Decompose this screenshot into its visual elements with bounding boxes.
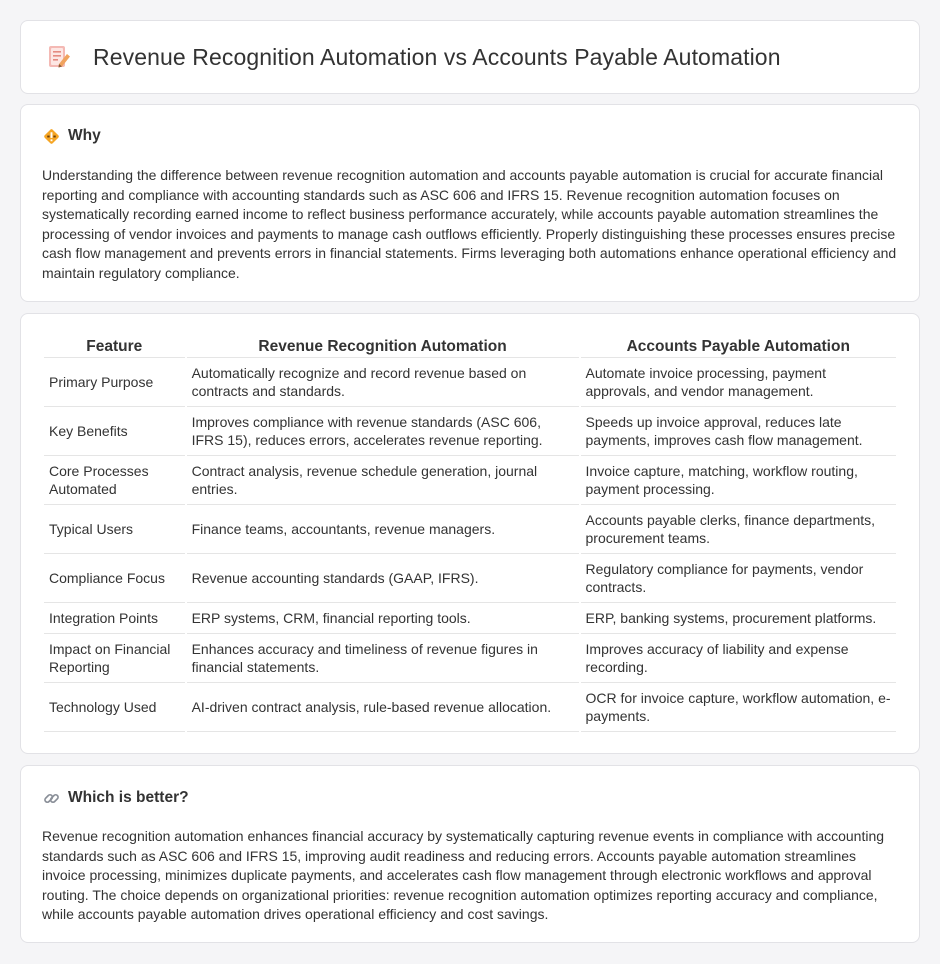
- better-text: Revenue recognition automation enhances financial accuracy by systematically capturing revenue events in compliance with accounting standards such as ASC 606 and IFRS 15, improving audit readiness and reducing errors. Accounts payable automation streamlines invoice processing, minimizes duplicate payments, and accelerates cash flow management through electronic workflows and approval routing. The choice depends on organizational priorities: revenue recognition automation optimizes reporting accuracy and compliance, while accounts payable automation drives operational efficiency and cost savings.: [42, 828, 885, 922]
- table-row: [44, 456, 896, 505]
- payable-cell: Regulatory compliance for payments, vendor contracts.: [581, 554, 896, 603]
- why-text: Understanding the difference between revenue recognition automation and accounts payable automation is crucial for accurate financial reporting and compliance with accounting standards such as ASC 606 and IFRS 15. Revenue recognition automation focuses on systematically recording earned income to reflect business performance accurately, while accounts payable automation streamlines the processing of vendor invoices and payments to manage cash outflows efficiently. Properly distinguishing these processes ensures precise cash flow management and prevents errors in financial statements. Firms leveraging both automations enhance operational efficiency and maintain regulatory compliance.: [42, 167, 897, 281]
- revenue-cell: Revenue accounting standards (GAAP, IFRS).: [187, 554, 579, 603]
- revenue-cell: AI-driven contract analysis, rule-based revenue allocation.: [187, 683, 579, 732]
- which-is-better-card: [20, 765, 920, 943]
- document-edit-icon: [47, 43, 71, 71]
- feature-cell: Technology Used: [44, 683, 185, 732]
- feature-cell: Typical Users: [44, 505, 185, 554]
- why-title: Why: [68, 127, 101, 144]
- table-row: [44, 407, 896, 456]
- better-heading: [43, 789, 189, 807]
- page-title: Revenue Recognition Automation vs Accounts Payable Automation: [93, 43, 781, 70]
- feature-cell: Primary Purpose: [44, 358, 185, 407]
- table-row: [44, 634, 896, 683]
- why-card: [20, 104, 920, 302]
- feature-cell: Impact on Financial Reporting: [44, 634, 185, 683]
- revenue-cell: Improves compliance with revenue standards (ASC 606, IFRS 15), reduces errors, accelerates revenue reporting.: [187, 407, 579, 456]
- header-feature: Feature: [44, 336, 185, 358]
- why-heading: [43, 127, 101, 145]
- header-revenue-recognition: Revenue Recognition Automation: [187, 336, 579, 358]
- revenue-cell: ERP systems, CRM, financial reporting tools.: [187, 603, 579, 634]
- table-row: [44, 554, 896, 603]
- payable-cell: ERP, banking systems, procurement platforms.: [581, 603, 896, 634]
- title-card: [20, 20, 920, 94]
- revenue-cell: Automatically recognize and record revenue based on contracts and standards.: [187, 358, 579, 407]
- revenue-cell: Finance teams, accountants, revenue managers.: [187, 505, 579, 554]
- feature-cell: Compliance Focus: [44, 554, 185, 603]
- revenue-cell: Contract analysis, revenue schedule generation, journal entries.: [187, 456, 579, 505]
- feature-cell: Key Benefits: [44, 407, 185, 456]
- comparison-table-card: [20, 313, 920, 754]
- link-icon: [43, 790, 60, 807]
- payable-cell: Automate invoice processing, payment approvals, and vendor management.: [581, 358, 896, 407]
- payable-cell: OCR for invoice capture, workflow automation, e-payments.: [581, 683, 896, 732]
- payable-cell: Improves accuracy of liability and expense recording.: [581, 634, 896, 683]
- table-header-row: [44, 336, 896, 358]
- better-title: Which is better?: [68, 789, 189, 806]
- header-accounts-payable: Accounts Payable Automation: [581, 336, 896, 358]
- title-row: [47, 43, 781, 71]
- table-row: [44, 683, 896, 732]
- feature-cell: Core Processes Automated: [44, 456, 185, 505]
- table-row: [44, 603, 896, 634]
- diamond-warning-icon: [43, 128, 60, 145]
- revenue-cell: Enhances accuracy and timeliness of revenue figures in financial statements.: [187, 634, 579, 683]
- table-row: [44, 505, 896, 554]
- payable-cell: Invoice capture, matching, workflow routing, payment processing.: [581, 456, 896, 505]
- comparison-table: [42, 336, 898, 732]
- table-row: [44, 358, 896, 407]
- payable-cell: Accounts payable clerks, finance departments, procurement teams.: [581, 505, 896, 554]
- payable-cell: Speeds up invoice approval, reduces late payments, improves cash flow management.: [581, 407, 896, 456]
- feature-cell: Integration Points: [44, 603, 185, 634]
